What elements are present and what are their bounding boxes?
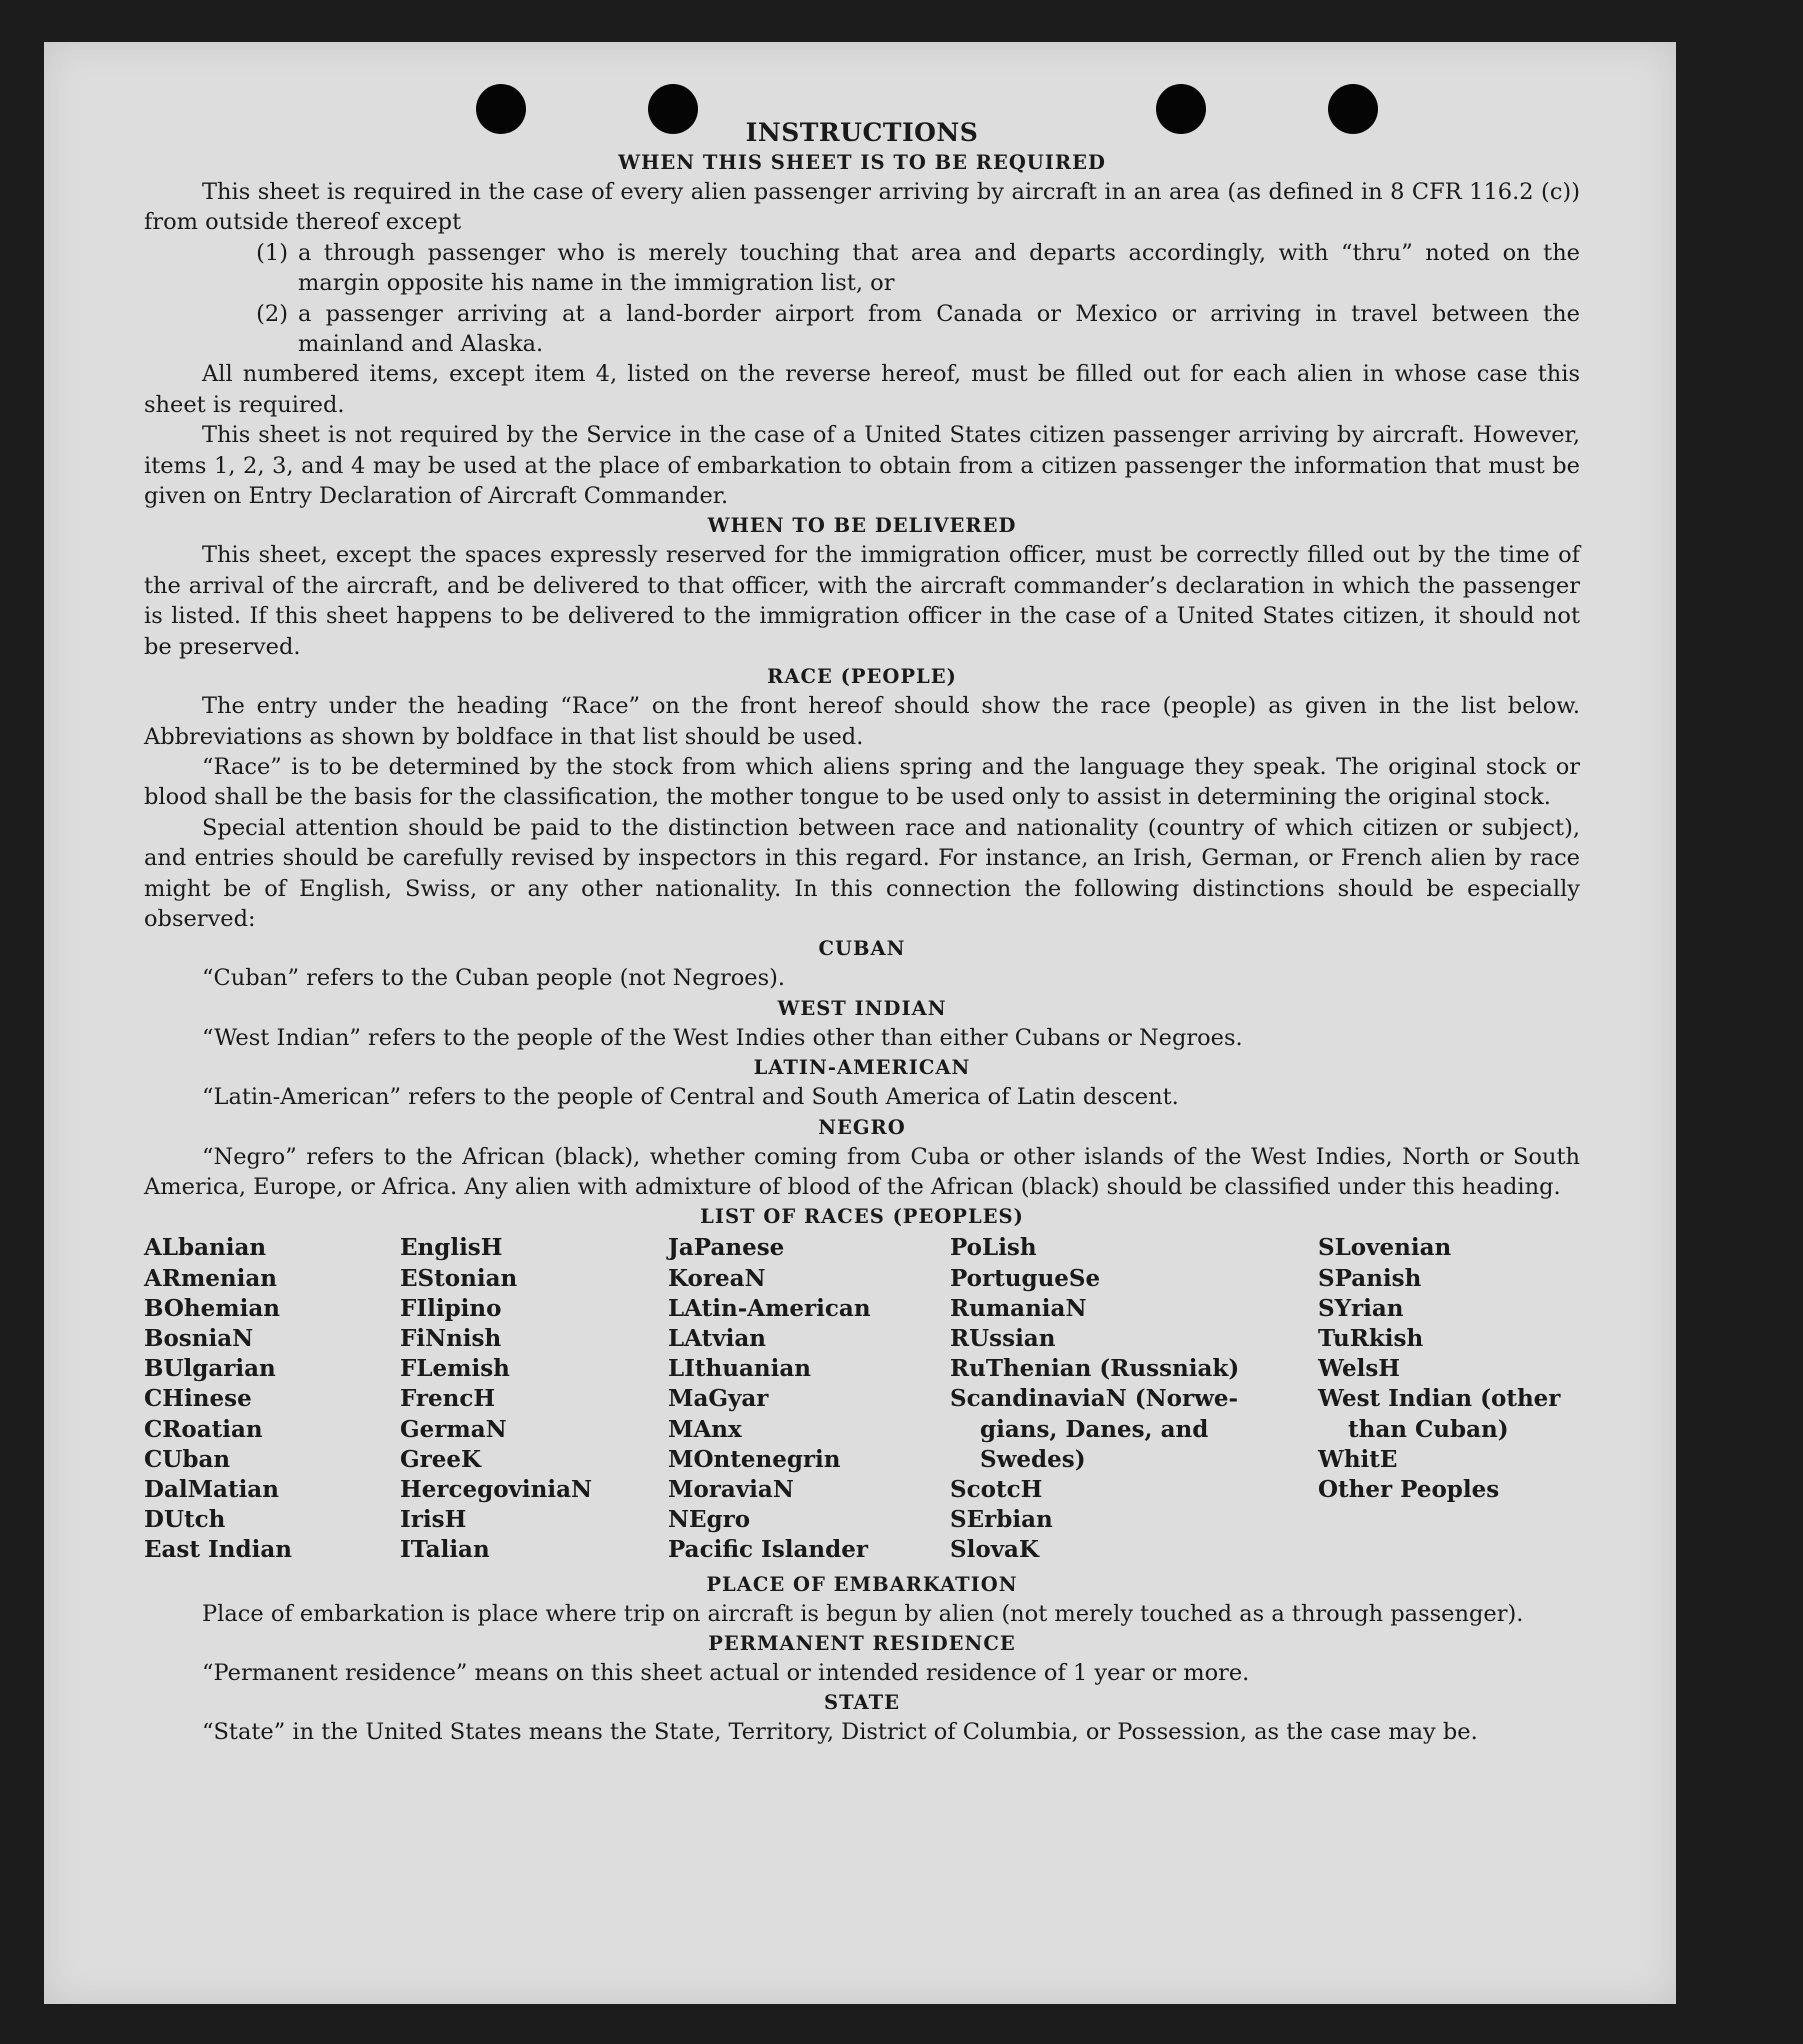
race-entry: IrisH <box>400 1506 467 1534</box>
race-entry: RUssian <box>950 1324 1056 1352</box>
races-column-3 <box>668 1233 950 1565</box>
heading-negro: NEGRO <box>818 1115 906 1139</box>
race-entry: GermaN <box>400 1415 507 1443</box>
paragraph-state: “State” in the United States means the State, Territory, District of Columbia, or Possession, as the case may be. <box>202 1719 1478 1746</box>
exception-number: (2) <box>256 300 288 327</box>
heading-list-of-races: LIST OF RACES (PEOPLES) <box>700 1205 1024 1229</box>
race-entry: RumaniaN <box>950 1294 1087 1322</box>
race-entry: BUlgarian <box>144 1355 276 1383</box>
race-entry: FIlipino <box>400 1294 502 1322</box>
race-entry-scandinavian-cont: Swedes) <box>980 1445 1086 1473</box>
race-entry: LIthuanian <box>668 1355 811 1383</box>
paragraph-residence: “Permanent residence” means on this sheet actual or intended residence of 1 year or more. <box>202 1660 1250 1687</box>
race-entry: SlovaK <box>950 1536 1039 1564</box>
race-entry-west-indian-cont: than Cuban) <box>1348 1415 1509 1443</box>
race-entry: ITalian <box>400 1536 490 1564</box>
paragraph-race-entry: The entry under the heading “Race” on the front hereof should show the race (people) as given in the list below. Abbreviations as shown by boldface in that list should be used. <box>144 693 1580 750</box>
race-entry: FiNnish <box>400 1324 502 1352</box>
race-entry: CUban <box>144 1445 231 1473</box>
race-entry: East Indian <box>144 1536 292 1564</box>
race-entry: LAtin-American <box>668 1294 871 1322</box>
races-list <box>144 1233 1580 1565</box>
race-entry: ARmenian <box>144 1264 278 1292</box>
race-entry: Pacific Islander <box>668 1536 868 1564</box>
page-title: INSTRUCTIONS <box>745 118 979 147</box>
race-entry: PoLish <box>950 1234 1037 1262</box>
exception-number: (1) <box>256 239 288 266</box>
document-sheet <box>44 42 1676 2004</box>
race-entry: ScotcH <box>950 1476 1043 1503</box>
race-entry: WhitE <box>1318 1445 1398 1473</box>
race-entry: JaPanese <box>668 1234 785 1262</box>
race-entry-west-indian: West Indian (other <box>1318 1385 1561 1413</box>
race-entry: LAtvian <box>668 1324 766 1352</box>
race-entry: DalMatian <box>144 1476 279 1503</box>
race-entry: MOntenegrin <box>668 1445 841 1473</box>
race-entry: PortugueSe <box>950 1264 1101 1292</box>
race-entry: RuThenian (Russniak) <box>950 1355 1240 1383</box>
paragraph-cuban: “Cuban” refers to the Cuban people (not Negroes). <box>202 965 786 992</box>
race-entry-scandinavian: ScandinaviaN (Norwe- <box>950 1385 1239 1413</box>
race-entry: TuRkish <box>1318 1324 1424 1352</box>
exception-text: a through passenger who is merely touching that area and departs accordingly, with “thru” noted on the margin opposite his name in the immigration list, or <box>298 239 1580 297</box>
race-entry: SYrian <box>1318 1294 1404 1322</box>
races-column-5 <box>1318 1233 1580 1565</box>
races-column-4 <box>950 1233 1318 1565</box>
heading-place-of-embarkation: PLACE OF EMBARKATION <box>706 1572 1018 1596</box>
race-entry: BosniaN <box>144 1324 254 1352</box>
race-entry: Other Peoples <box>1318 1476 1500 1503</box>
race-entry: MoraviaN <box>668 1476 794 1503</box>
paragraph-embarkation: Place of embarkation is place where trip on aircraft is begun by alien (not merely touched as a through passenger). <box>202 1600 1524 1627</box>
heading-permanent-residence: PERMANENT RESIDENCE <box>708 1632 1016 1656</box>
paragraph-citizen: This sheet is not required by the Service in the case of a United States citizen passenger arriving by aircraft. However, items 1, 2, 3, and 4 may be used at the place of embarkation to obtain from a citizen passenger the information that must be given on Entry Declaration of Aircraft Commander. <box>144 422 1580 510</box>
heading-latin-american: LATIN-AMERICAN <box>753 1056 971 1080</box>
race-entry: SLovenian <box>1318 1234 1452 1262</box>
race-entry: NEgro <box>668 1506 751 1534</box>
race-entry: KoreaN <box>668 1264 766 1292</box>
paragraph-required: This sheet is required in the case of every alien passenger arriving by aircraft in an area (as defined in 8 CFR 116.2 (c)) from outside thereof except <box>144 179 1580 236</box>
race-entry: FrencH <box>400 1385 496 1413</box>
instructions-content <box>144 118 1580 1748</box>
races-column-1 <box>144 1233 400 1565</box>
race-entry: MAnx <box>668 1415 742 1443</box>
exception-item <box>144 238 1580 299</box>
race-entry: CHinese <box>144 1385 252 1413</box>
race-entry: DUtch <box>144 1506 226 1534</box>
heading-west-indian: WEST INDIAN <box>777 996 947 1020</box>
race-entry: SErbian <box>950 1506 1053 1534</box>
paragraph-negro: “Negro” refers to the African (black), whether coming from Cuba or other islands of the West Indies, North or South America, Europe, or Africa. Any alien with admixture of blood of the African (black) should be classified under this heading. <box>144 1143 1580 1200</box>
heading-when-required: WHEN THIS SHEET IS TO BE REQUIRED <box>618 151 1106 174</box>
race-entry: HercegoviniaN <box>400 1476 593 1503</box>
paragraph-west-indian: “West Indian” refers to the people of the West Indies other than either Cubans or Negroes. <box>202 1024 1243 1051</box>
race-entry: SPanish <box>1318 1264 1422 1292</box>
race-entry-scandinavian-cont: gians, Danes, and <box>980 1415 1209 1443</box>
paragraph-delivered: This sheet, except the spaces expressly reserved for the immigration officer, must be correctly filled out by the time of the arrival of the aircraft, and be delivered to that officer, with the aircraft commander’s declaration in which the passenger is listed. If this sheet happens to be delivered to the immigration officer in the case of a United States citizen, it should not be preserved. <box>144 542 1580 660</box>
race-entry: CRoatian <box>144 1415 263 1443</box>
exception-item <box>144 299 1580 360</box>
race-entry: ALbanian <box>144 1234 267 1262</box>
heading-cuban: CUBAN <box>818 937 906 961</box>
paragraph-race-definition: “Race” is to be determined by the stock from which aliens spring and the language they speak. The original stock or blood shall be the basis for the classification, the mother tongue to be used only to assist in determining the original stock. <box>144 753 1580 811</box>
paragraph-race-nationality: Special attention should be paid to the distinction between race and nationality (country of which citizen or subject), and entries should be carefully revised by inspectors in this regard. For instance, an Irish, German, or French alien by race might be of English, Swiss, or any other nationality. In this connection the following distinctions should be especially observed: <box>144 814 1580 932</box>
heading-state: STATE <box>824 1691 900 1715</box>
heading-when-delivered: WHEN TO BE DELIVERED <box>707 514 1017 538</box>
exception-text: a passenger arriving at a land-border airport from Canada or Mexico or arriving in travel between the mainland and Alaska. <box>298 300 1580 358</box>
race-entry: EStonian <box>400 1264 518 1292</box>
paragraph-numbered-items: All numbered items, except item 4, listed on the reverse hereof, must be filled out for each alien in whose case this sheet is required. <box>144 361 1580 418</box>
race-entry: MaGyar <box>668 1385 769 1413</box>
race-entry: GreeK <box>400 1445 482 1473</box>
heading-race: RACE (PEOPLE) <box>767 665 957 689</box>
races-column-2 <box>400 1233 668 1565</box>
race-entry: FLemish <box>400 1355 510 1383</box>
race-entry: BOhemian <box>144 1294 280 1322</box>
race-entry: EnglisH <box>400 1234 503 1262</box>
paragraph-latin-american: “Latin-American” refers to the people of Central and South America of Latin descent. <box>202 1084 1179 1111</box>
race-entry: WelsH <box>1318 1355 1401 1383</box>
